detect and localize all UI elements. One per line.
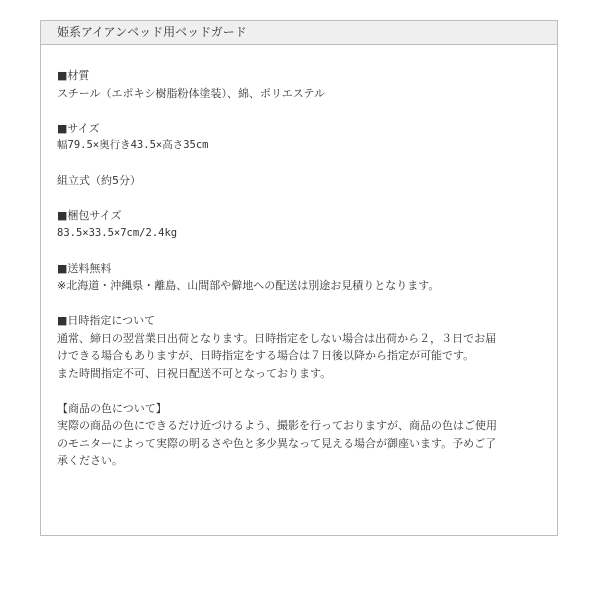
shipping-section	[57, 260, 557, 295]
color-text-line-3: 承ください。	[57, 454, 123, 467]
panel-body	[41, 45, 557, 470]
panel-title: 姫系アイアンベッド用ベッドガード	[41, 21, 557, 45]
size-section	[57, 120, 557, 155]
package-heading: ■梱包サイズ	[57, 209, 122, 222]
shipping-heading: ■送料無料	[57, 261, 112, 275]
size-text: 幅79.5×奥行き43.5×高さ35cm	[57, 139, 209, 151]
material-heading: ■材質	[57, 69, 90, 82]
assembly-text: 組立式（約5分）	[57, 174, 141, 187]
material-text: スチール（エポキシ樹脂粉体塗装）、綿、ポリエステル	[57, 86, 325, 100]
color-heading: 【商品の色について】	[57, 401, 167, 415]
package-section	[57, 207, 557, 242]
delivery-text-line-3: また時間指定不可、日祝日配送不可となっております。	[57, 366, 332, 380]
color-text-line-1: 実際の商品の色にできるだけ近づけるよう、撮影を行っておりますが、商品の色はご使用	[57, 419, 497, 432]
delivery-text-line-1: 通常、締日の翌営業日出荷となります。日時指定をしない場合は出荷から２，３日でお届	[57, 331, 497, 345]
size-heading: ■サイズ	[57, 121, 100, 135]
product-info-panel	[40, 20, 558, 536]
assembly-section	[57, 172, 557, 190]
delivery-heading: ■日時指定について	[57, 314, 156, 327]
delivery-text-line-2: けできる場合もありますが、日時指定をする場合は７日後以降から指定が可能です。	[57, 349, 475, 362]
color-section	[57, 400, 557, 470]
color-text-line-2: のモニターによって実際の明るさや色と多少異なって見える場合が御座います。予めご了	[57, 436, 497, 450]
shipping-text: ※北海道・沖縄県・離島、山間部や僻地への配送は別途お見積りとなります。	[57, 279, 440, 292]
delivery-section	[57, 312, 557, 382]
package-text: 83.5×33.5×7cm/2.4kg	[57, 226, 178, 239]
material-section	[57, 67, 557, 102]
